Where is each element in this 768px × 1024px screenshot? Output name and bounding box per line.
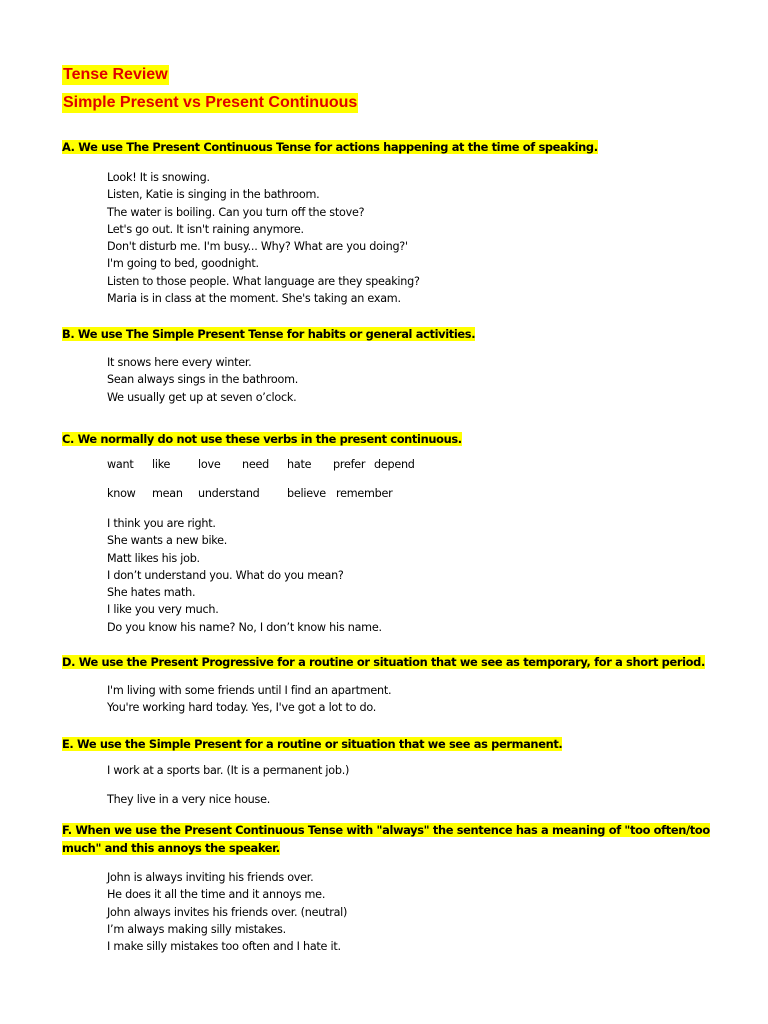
example-line: Sean always sings in the bathroom. [107,373,299,387]
example-line: Let's go out. It isn't raining anymore. [107,222,304,236]
verb-word: know [107,487,136,500]
section-e-heading [62,735,562,753]
verb-word: like [152,458,171,471]
verb-word: prefer [333,458,366,471]
verb-word: hate [287,458,312,471]
example-line: I don’t understand you. What do you mean? [107,568,344,582]
example-line: John always invites his friends over. (neutral) [107,905,348,919]
section-a-examples [107,169,420,307]
example-line: You're working hard today. Yes, I've got a lot to do. [107,701,377,715]
section-d-heading [62,653,705,671]
example-line: The water is boiling. Can you turn off the stove? [107,205,365,219]
section-a-heading [62,138,598,156]
verb-word: understand [198,487,260,500]
verb-word: need [242,458,269,471]
example-line: I'm living with some friends until I find an apartment. [107,684,392,697]
example-line: I make silly mistakes too often and I hate it. [107,940,341,954]
section-f-heading-text: F. When we use the Present Continuous Tense with "always" the sentence has a meaning of "too often/too much" and this annoys the speaker. [62,823,710,855]
example-line: Don't disturb me. I'm busy... Why? What are you doing?' [107,240,408,254]
section-d-heading-text: D. We use the Present Progressive for a routine or situation that we see as temporary, for a short period. [62,655,705,669]
example-line: It snows here every winter. [107,356,252,369]
verb-word: believe [287,487,326,500]
section-e-example-1 [107,764,349,777]
example-line: I like you very much. [107,603,219,617]
verb-word: depend [374,458,415,471]
verb-word: love [198,458,221,471]
document-subtitle: Simple Present vs Present Continuous [63,94,358,111]
example-line: Maria is in class at the moment. She's taking an exam. [107,292,401,306]
section-c-heading-text: C. We normally do not use these verbs in the present continuous. [62,432,462,446]
example-line: Look! It is snowing. [107,171,210,184]
verbs-row-2 [107,487,467,503]
example-line: I'm going to bed, goodnight. [107,257,259,271]
example-line: They live in a very nice house. [107,793,271,806]
section-e-heading-text: E. We use the Simple Present for a routine or situation that we see as permanent. [62,737,563,751]
example-line: He does it all the time and it annoys me. [107,888,326,902]
example-line: She hates math. [107,586,196,600]
verb-word: remember [336,487,393,500]
example-line: Matt likes his job. [107,551,200,565]
example-line: Do you know his name? No, I don’t know his name. [107,620,382,634]
section-f-heading [62,821,712,857]
section-c-examples [107,515,382,636]
section-a-heading-text: A. We use The Present Continuous Tense for actions happening at the time of speaking. [62,140,598,154]
verb-word: want [107,458,134,471]
section-d-examples [107,682,391,717]
example-line: I think you are right. [107,517,216,530]
document-title: Tense Review [63,66,168,83]
section-b-examples [107,354,298,406]
example-line: John is always inviting his friends over. [107,871,314,884]
section-e-example-2 [107,793,270,806]
section-b-heading-text: B. We use The Simple Present Tense for habits or general activities. [62,327,476,341]
example-line: Listen to those people. What language are they speaking? [107,274,420,288]
section-c-heading [62,430,462,448]
example-line: We usually get up at seven o’clock. [107,390,297,404]
section-b-heading [62,325,475,343]
section-f-examples [107,869,347,955]
verb-word: mean [152,487,183,500]
example-line: She wants a new bike. [107,534,228,548]
example-line: I work at a sports bar. (It is a permanent job.) [107,764,350,777]
example-line: I’m always making silly mistakes. [107,922,286,936]
verbs-row-1 [107,458,467,474]
example-line: Listen, Katie is singing in the bathroom. [107,188,320,202]
